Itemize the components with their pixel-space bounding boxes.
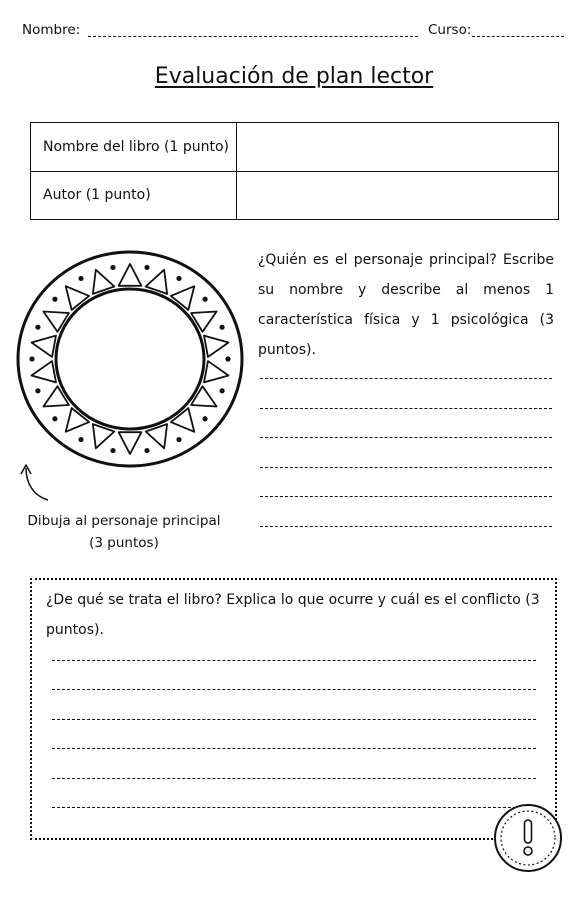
answer-line[interactable] — [260, 378, 552, 379]
book-name-label: Nombre del libro (1 punto) — [31, 123, 237, 171]
answer-line[interactable] — [260, 496, 552, 497]
book-name-field[interactable] — [237, 123, 558, 171]
nombre-field[interactable] — [88, 36, 418, 37]
book-info-table — [30, 122, 559, 220]
curso-field[interactable] — [472, 36, 564, 37]
drawing-caption-line2: (3 puntos) — [89, 535, 159, 551]
answer-line[interactable] — [260, 408, 552, 409]
drawing-caption — [24, 510, 224, 554]
author-field[interactable] — [237, 171, 558, 219]
curso-label: Curso: — [428, 22, 472, 38]
answer-line[interactable] — [52, 748, 536, 749]
plot-question: ¿De qué se trata el libro? Explica lo que ocurre y cuál es el conflicto (3 puntos). — [46, 592, 540, 638]
page-title: Evaluación de plan lector — [154, 64, 434, 89]
student-header — [22, 22, 567, 44]
character-question: ¿Quién es el personaje principal? Escribe su nombre y describe al menos 1 característica física y 1 psicológica (3 puntos). — [258, 252, 554, 358]
answer-line[interactable] — [52, 778, 536, 779]
answer-line[interactable] — [260, 526, 552, 527]
plot-answer-lines[interactable] — [52, 660, 536, 836]
character-answer-lines[interactable] — [260, 378, 552, 556]
answer-line[interactable] — [260, 467, 552, 468]
answer-line[interactable] — [260, 437, 552, 438]
drawing-caption-line1: Dibuja al personaje principal — [27, 513, 221, 529]
drawing-frame-icon[interactable] — [14, 248, 246, 470]
author-label: Autor (1 punto) — [31, 171, 237, 219]
answer-line[interactable] — [52, 719, 536, 720]
nombre-label: Nombre: — [22, 22, 81, 38]
answer-line[interactable] — [52, 660, 536, 661]
answer-line[interactable] — [52, 807, 536, 808]
table-row-author — [31, 171, 558, 219]
answer-line[interactable] — [52, 689, 536, 690]
curved-arrow-icon — [18, 460, 58, 504]
table-row-book-name — [31, 123, 558, 172]
exclamation-icon — [493, 803, 563, 873]
